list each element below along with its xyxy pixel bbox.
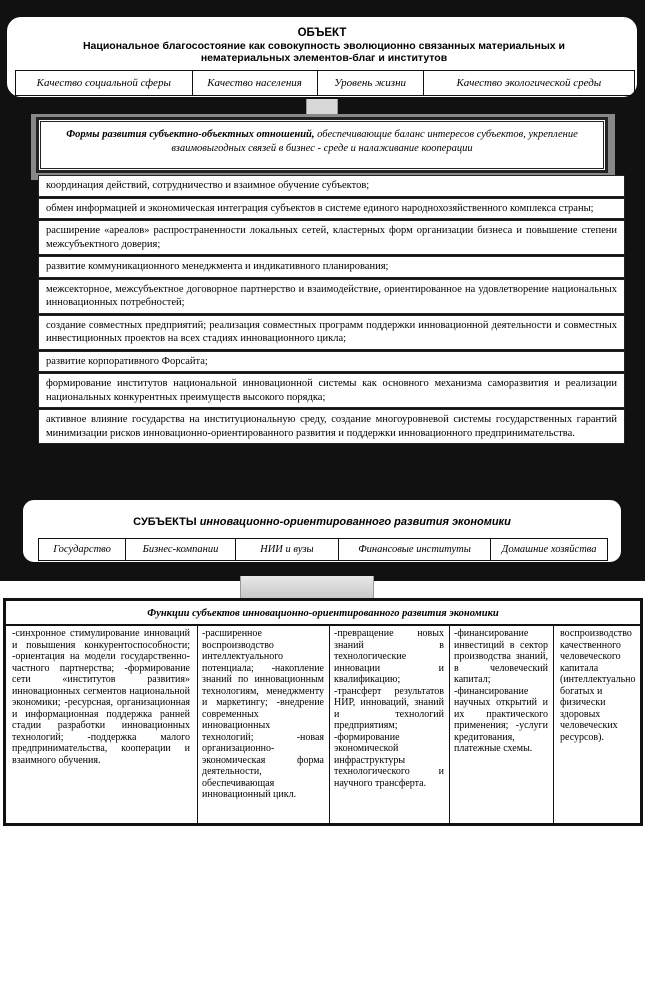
list-item: координация действий, сотрудничество и взаимное обучение субъектов; <box>38 175 625 197</box>
function-column-research: -превращение новых знаний в технологические инновации и квалификацию; -трансферт результатов НИР, инноваций, знаний и технологий предприятиям; -формирование экономической инфраструктуры технологического и научного трансферта. <box>334 628 444 789</box>
object-subtitle: Национальное благосостояние как совокупность эволюционно связанных материальных и нематериальных элементов-благ и институтов <box>82 40 566 64</box>
list-item: формирование институтов национальной инновационной системы как основного механизма саморазвития и реализации национальных конкурентных преимуществ высокого порядка; <box>38 373 625 408</box>
connector-top <box>306 99 338 114</box>
forms-description: обеспечивающие баланс интересов субъектов, укрепление взаимовыгодных связей в бизнес - среде и налаживание кооперации <box>171 129 578 154</box>
function-column-households: воспроизводство качественного человеческого капитала (интеллектуально богатых и физически здоровых человеческих ресурсов). <box>560 628 636 743</box>
connector-bottom <box>240 576 374 598</box>
subjects-title <box>23 516 621 528</box>
subjects-box <box>20 497 624 565</box>
object-box <box>5 15 639 99</box>
subject-cell-state: Государство <box>39 539 126 560</box>
column-divider <box>197 626 198 826</box>
list-item: активное влияние государства на институциональную среду, создание многоуровневой системы государственных гарантий минимизации рисков инновационно-ориентированного развития и поддержки инновационного предпринимательства. <box>38 409 625 444</box>
column-divider <box>449 626 450 826</box>
subjects-title-rest: инновационно-ориентированного развития экономики <box>196 516 511 528</box>
list-item: развитие коммуникационного менеджмента и индикативного планирования; <box>38 256 625 278</box>
forms-list <box>38 175 625 445</box>
subject-cell-business: Бизнес-компании <box>126 539 236 560</box>
column-divider <box>553 626 554 826</box>
forms-text <box>52 128 592 156</box>
object-cell-population: Качество населения <box>193 71 318 95</box>
list-item: расширение «ареалов» распространенности локальных сетей, кластерных форм организации бизнеса и повышение степени межсубъектного доверия; <box>38 220 625 255</box>
list-item: обмен информацией и экономическая интеграция субъектов в системе единого народнохозяйственного комплекса страны; <box>38 198 625 220</box>
function-column-state: -синхронное стимулирование инноваций и повышения конкурентоспособности; -ориентация на модели государственно-частного партнерства; -формирование сети «институтов развития» инновационных сегментов национальной экономики; -ресурсная, организационная и информационная поддержка ранней стадии разработки инновационных технологий; -поддержка малого предпринимательства, кооперации и взаимного обучения. <box>12 628 190 766</box>
subject-cell-finance: Финансовые институты <box>339 539 491 560</box>
functions-title: Функции субъектов инновационно-ориентированного развития экономики <box>6 602 640 626</box>
subject-cell-research: НИИ и вузы <box>236 539 339 560</box>
subjects-cells <box>38 538 608 561</box>
subject-cell-households: Домашние хозяйства <box>501 544 597 555</box>
list-item: межсекторное, межсубъектное договорное партнерство и взаимодействие, ориентированное на удовлетворение национальных инновационных потребностей; <box>38 279 625 314</box>
object-cell-ecology: Качество экологической среды <box>456 77 602 89</box>
subjects-title-bold: СУБЪЕКТЫ <box>133 516 197 528</box>
object-cell-living: Уровень жизни <box>318 71 424 95</box>
function-column-finance: -финансирование инвестиций в сектор производства знаний, в человеческий капитал; -финансирование научных открытий и их практического применения; -услуги кредитования, платежные схемы. <box>454 628 548 754</box>
object-cells <box>15 70 635 96</box>
column-divider <box>329 626 330 826</box>
list-item: развитие корпоративного Форсайта; <box>38 351 625 373</box>
forms-title: Формы развития субъектно-объектных отношений, <box>66 129 315 140</box>
object-title: ОБЪЕКТ <box>297 27 347 39</box>
object-cell-social: Качество социальной сферы <box>16 71 193 95</box>
list-item: создание совместных предприятий; реализация совместных программ поддержки инновационной деятельности и совместных инвестиционных проектов на всех стадиях инновационного цикла; <box>38 315 625 350</box>
function-column-business: -расширенное воспроизводство интеллектуального потенциала; -накопление знаний по инновационным технологиям, менеджменту и маркетингу; -внедрение современных инновационных технологий; -новая организационно-экономическая форма деятельности, обеспечивающая инновационный цикл. <box>202 628 324 800</box>
